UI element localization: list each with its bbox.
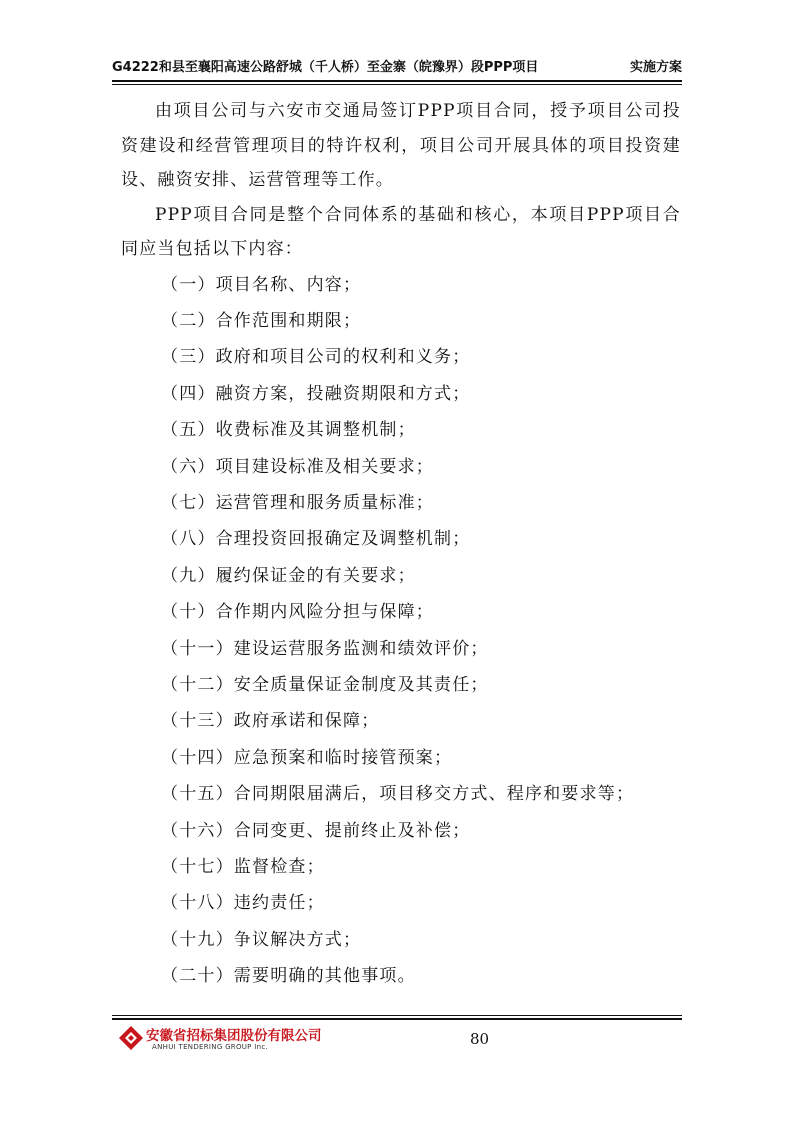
company-logo — [118, 1022, 348, 1062]
list-item: （十九）争议解决方式； — [161, 929, 362, 950]
list-item: （十四）应急预案和临时接管预案； — [161, 747, 453, 768]
list-item: （七）运营管理和服务质量标准； — [161, 492, 434, 513]
page-content — [121, 94, 681, 995]
list-item: （九）履约保证金的有关要求； — [161, 565, 416, 586]
list-item: （十六）合同变更、提前终止及补偿； — [161, 820, 471, 841]
list-item: （四）融资方案，投融资期限和方式； — [161, 383, 471, 404]
header-rule-thick — [112, 80, 682, 82]
list-item: （十一）建设运营服务监测和绩效评价； — [161, 638, 489, 659]
list-item: （十七）监督检查； — [161, 857, 325, 877]
list-item: （十）合作期内风险分担与保障； — [161, 602, 434, 623]
list-item: （十五）合同期限届满后，项目移交方式、程序和要求等； — [161, 784, 635, 805]
logo-company-name: 安徽省招标集团股份有限公司 — [146, 1028, 322, 1044]
contract-contents-list — [121, 267, 681, 995]
page-header — [112, 52, 682, 76]
body-paragraph: 由项目公司与六安市交通局签订PPP项目合同，授予项目公司投资建设和经营管理项目的特许权利，项目公司开展具体的项目投资建设、融资安排、运营管理等工作。 — [121, 101, 681, 190]
body-paragraph: PPP项目合同是整个合同体系的基础和核心，本项目PPP项目合同应当包括以下内容： — [121, 204, 681, 259]
list-item: （三）政府和项目公司的权利和义务； — [161, 347, 471, 368]
list-item: （八）合理投资回报确定及调整机制； — [161, 529, 471, 550]
header-title: G4222和县至襄阳高速公路舒城（千人桥）至金寨（皖豫界）段PPP项目 — [112, 60, 539, 75]
list-item: （二十）需要明确的其他事项。 — [161, 966, 416, 987]
list-item: （六）项目建设标准及相关要求； — [161, 456, 434, 477]
diamond-logo-icon — [118, 1025, 144, 1051]
list-item: （十三）政府承诺和保障； — [161, 711, 380, 732]
list-item: （一）项目名称、内容； — [161, 274, 362, 295]
logo-company-english: ANHUI TENDERING GROUP Inc. — [152, 1043, 269, 1051]
list-item: （十八）违约责任； — [161, 893, 325, 914]
footer-rule-thin — [112, 1015, 682, 1016]
list-item: （二）合作范围和期限； — [161, 310, 362, 331]
header-rule-thin — [112, 84, 682, 85]
list-item: （五）收费标准及其调整机制； — [161, 420, 416, 441]
page-number: 80 — [470, 1030, 490, 1048]
list-item: （十二）安全质量保证金制度及其责任； — [161, 674, 489, 695]
header-section: 实施方案 — [629, 60, 682, 75]
footer-rule-thick — [112, 1018, 682, 1020]
